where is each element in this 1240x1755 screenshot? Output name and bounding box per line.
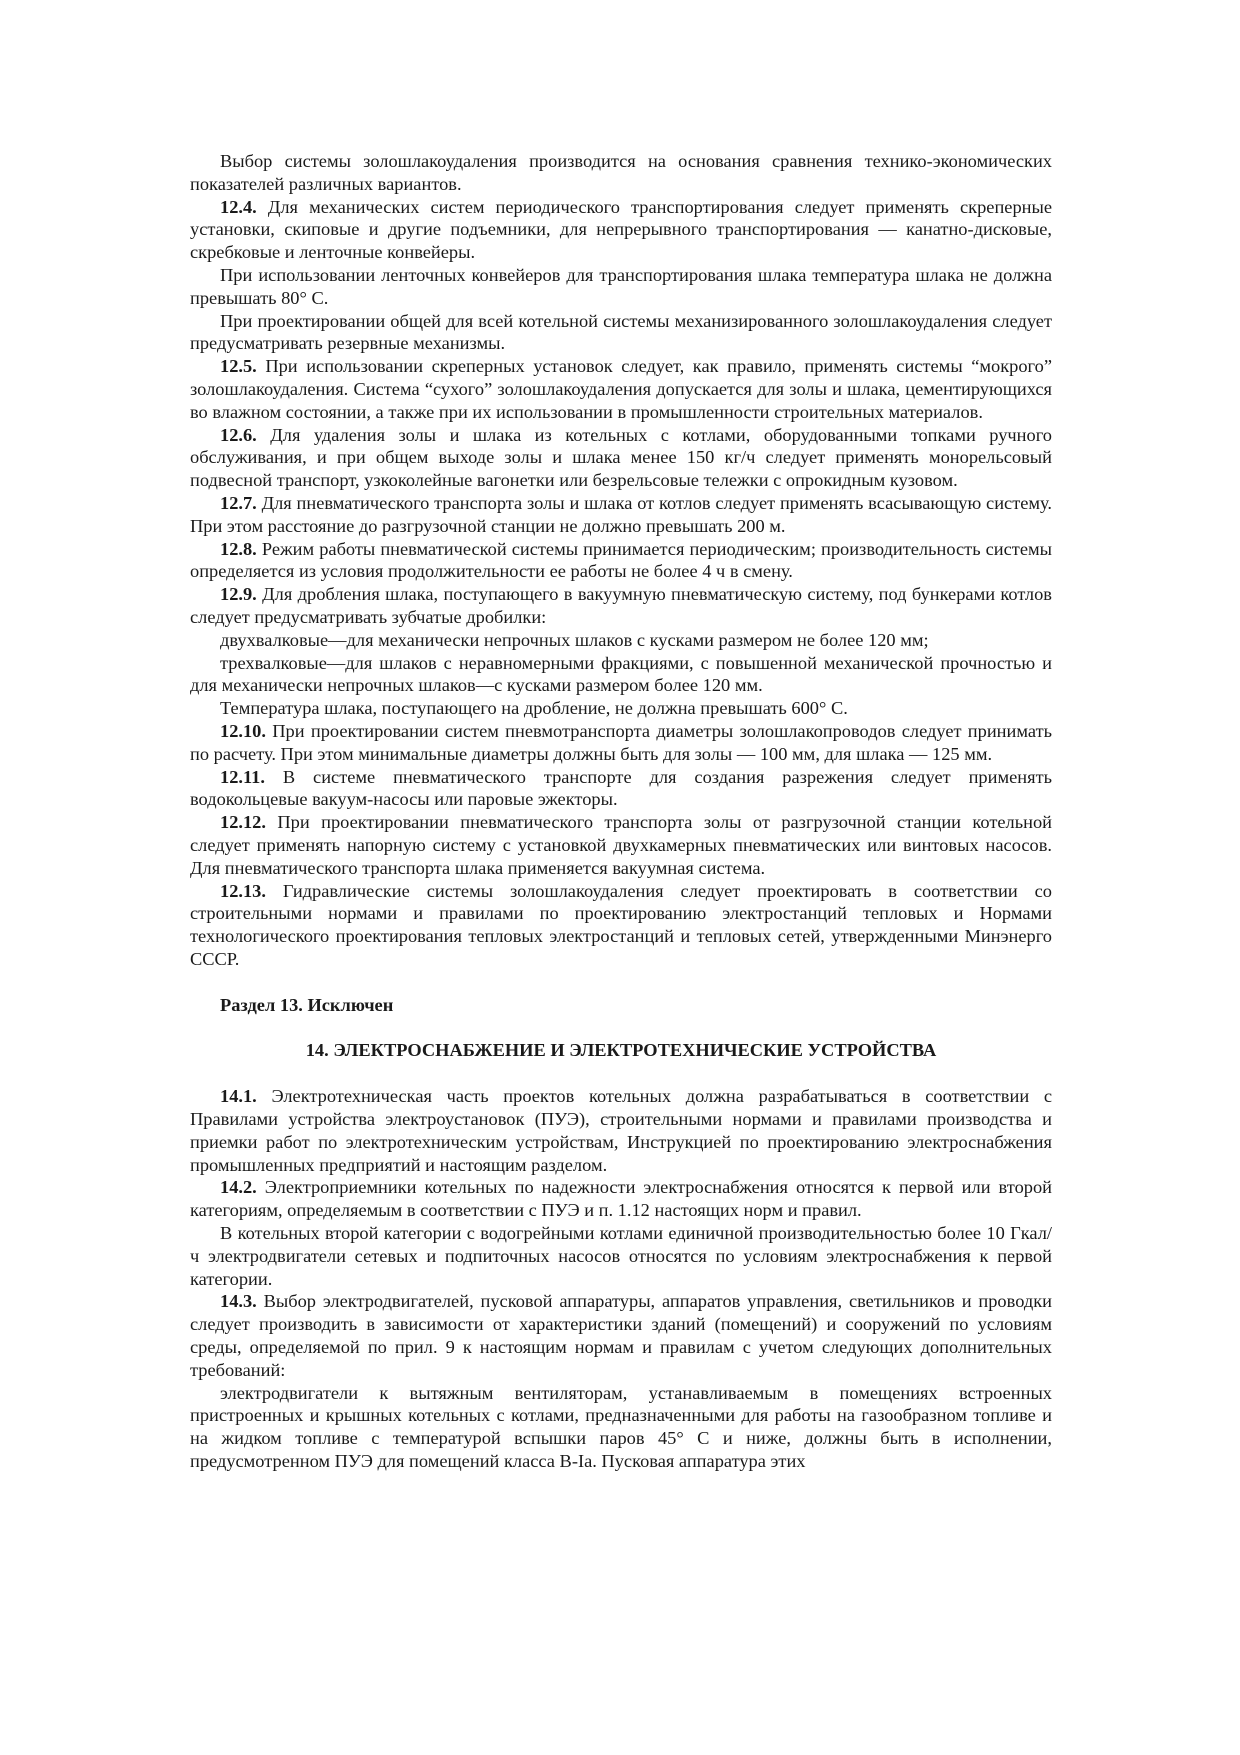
clause-number: 12.9. [220, 584, 257, 605]
paragraph-14-2 [190, 1176, 1052, 1222]
paragraph-text: Режим работы пневматической системы принимается периодическим; производительность системы определяется из условия продолжительности ее работы не более 4 ч в смену. [190, 538, 1052, 582]
clause-number: 14.2. [220, 1177, 257, 1198]
paragraph-12-13 [190, 880, 1052, 971]
paragraph-text: Электроприемники котельных по надежности электроснабжения относятся к первой или второй категориям, определяемым в соответствии с ПУЭ и п. 1.12 настоящих норм и правил. [190, 1177, 1052, 1221]
paragraph-text: Выбор системы золошлакоудаления производится на основания сравнения технико-экономических показателей различных вариантов. [190, 151, 1052, 194]
paragraph-text: При проектировании систем пневмотранспорта диаметры золошлакопроводов следует принимать по расчету. При этом минимальные диаметры должны быть для золы — 100 мм, для шлака — 125 мм. [190, 720, 1052, 764]
paragraph [190, 697, 1052, 720]
paragraph-text: При использовании ленточных конвейеров для транспортирования шлака температура шлака не должна превышать 80° С. [190, 264, 1052, 308]
paragraph-text: электродвигатели к вытяжным вентиляторам, устанавливаемым в помещениях встроенных пристроенных и крышных котельных с котлами, предназначенными для работы на газообразном топливе и на жидком топливе с температурой вспышки паров 45° С и ниже, должны быть в исполнении, предусмотренном ПУЭ для помещений класса В-Ia. Пусковая аппаратура этих [190, 1382, 1052, 1472]
clause-number: 14.1. [220, 1086, 257, 1107]
section-13-note: Раздел 13. Исключен [220, 994, 394, 1015]
paragraph-text: При использовании скреперных установок следует, как правило, применять системы “мокрого” золошлакоудаления. Система “сухого” золошлакоудаления допускается для золы и шлака, цементирующихся во влажном состоянии, а также при их использовании в промышленности строительных материалов. [190, 356, 1052, 422]
section-12-body [190, 150, 1052, 971]
paragraph-text: Для механических систем периодического транспортирования следует применять скреперные установки, скиповые и другие подъемники, для непрерывного транспортирования — канатно-дисковые, скребковые и ленточные конвейеры. [190, 196, 1052, 263]
paragraph-text: трехвалковые—для шлаков с неравномерными фракциями, с повышенной механической прочностью и для механически непрочных шлаков—с кусками размером более 120 мм. [190, 652, 1052, 696]
paragraph-text: Выбор электродвигателей, пусковой аппаратуры, аппаратов управления, светильников и проводки следует производить в зависимости от характеристики зданий (помещений) и сооружений по условиям среды, определяемой по прил. 9 к настоящим нормам и правилам с учетом следующих дополнительных требований: [190, 1291, 1052, 1380]
paragraph-12-11 [190, 766, 1052, 812]
paragraph-text: Для пневматического транспорта золы и шлака от котлов следует применять всасывающую систему. При этом расстояние до разгрузочной станции не должно превышать 200 м. [190, 492, 1052, 536]
clause-number: 12.5. [220, 356, 257, 377]
paragraph-text: При проектировании общей для всей котельной системы механизированного золошлакоудаления следует предусматривать резервные механизмы. [190, 310, 1052, 354]
paragraph [190, 652, 1052, 698]
clause-number: 12.7. [220, 492, 257, 513]
paragraph-12-7 [190, 492, 1052, 538]
paragraph-12-5 [190, 355, 1052, 423]
section-14-heading: 14. ЭЛЕКТРОСНАБЖЕНИЕ И ЭЛЕКТРОТЕХНИЧЕСКИЕ УСТРОЙСТВА [305, 1040, 937, 1061]
clause-number: 12.12. [220, 812, 266, 833]
paragraph-text: Для удаления золы и шлака из котельных с котлами, оборудованными топками ручного обслуживания, и при общем выходе золы и шлака менее 150 кг/ч следует применять монорельсовый подвесной транспорт, узкоколейные вагонетки или безрельсовые тележки с опрокидным кузовом. [190, 424, 1052, 491]
paragraph [190, 264, 1052, 310]
paragraph-14-3 [190, 1290, 1052, 1381]
clause-number: 12.13. [220, 880, 266, 901]
paragraph [190, 310, 1052, 356]
paragraph-14-1 [190, 1085, 1052, 1176]
paragraph-12-9 [190, 583, 1052, 629]
paragraph-text: Электротехническая часть проектов котельных должна разрабатываться в соответствии с Правилами устройства электроустановок (ПУЭ), строительными нормами и правилами производства и приемки работ по электротехническим устройствам, Инструкцией по проектированию электроснабжения промышленных предприятий и настоящим разделом. [190, 1086, 1052, 1175]
paragraph [190, 629, 1052, 652]
clause-number: 12.11. [220, 766, 265, 787]
document-page [190, 150, 1052, 1473]
clause-number: 12.10. [220, 720, 266, 741]
paragraph [190, 1382, 1052, 1473]
paragraph-12-6 [190, 424, 1052, 492]
paragraph [190, 150, 1052, 196]
paragraph-text: двухвалковые—для механически непрочных шлаков с кусками размером не более 120 мм; [220, 629, 929, 650]
paragraph-12-8 [190, 538, 1052, 584]
clause-number: 12.8. [220, 538, 257, 559]
section-14-body [190, 1085, 1052, 1473]
clause-number: 14.3. [220, 1291, 257, 1312]
clause-number: 12.4. [220, 196, 257, 217]
paragraph-12-4 [190, 196, 1052, 264]
paragraph-text: Температура шлака, поступающего на дробление, не должна превышать 600° С. [220, 698, 848, 719]
paragraph-text: В котельных второй категории с водогрейными котлами единичной производительностью более 10 Гкал/ч электродвигатели сетевых и подпиточных насосов относятся по условиям электроснабжения к первой категории. [190, 1223, 1052, 1289]
paragraph-text: Гидравлические системы золошлакоудаления следует проектировать в соответствии со строительными нормами и правилами по проектированию электростанций тепловых и Нормами технологического проектирования тепловых электростанций и тепловых сетей, утвержденными Минэнерго СССР. [190, 880, 1052, 969]
paragraph-text: В системе пневматического транспорте для создания разрежения следует применять водокольцевые вакуум-насосы или паровые эжекторы. [190, 766, 1052, 810]
paragraph [190, 1222, 1052, 1290]
clause-number: 12.6. [220, 424, 257, 445]
paragraph-12-10 [190, 720, 1052, 766]
paragraph-text: Для дробления шлака, поступающего в вакуумную пневматическую систему, под бункерами котлов следует предусматривать зубчатые дробилки: [190, 584, 1052, 627]
paragraph-text: При проектировании пневматического транспорта золы от разгрузочной станции котельной следует применять напорную систему с установкой двухкамерных пневматических или винтовых насосов. Для пневматического транспорта шлака применяется вакуумная система. [190, 812, 1052, 878]
paragraph-12-12 [190, 811, 1052, 879]
